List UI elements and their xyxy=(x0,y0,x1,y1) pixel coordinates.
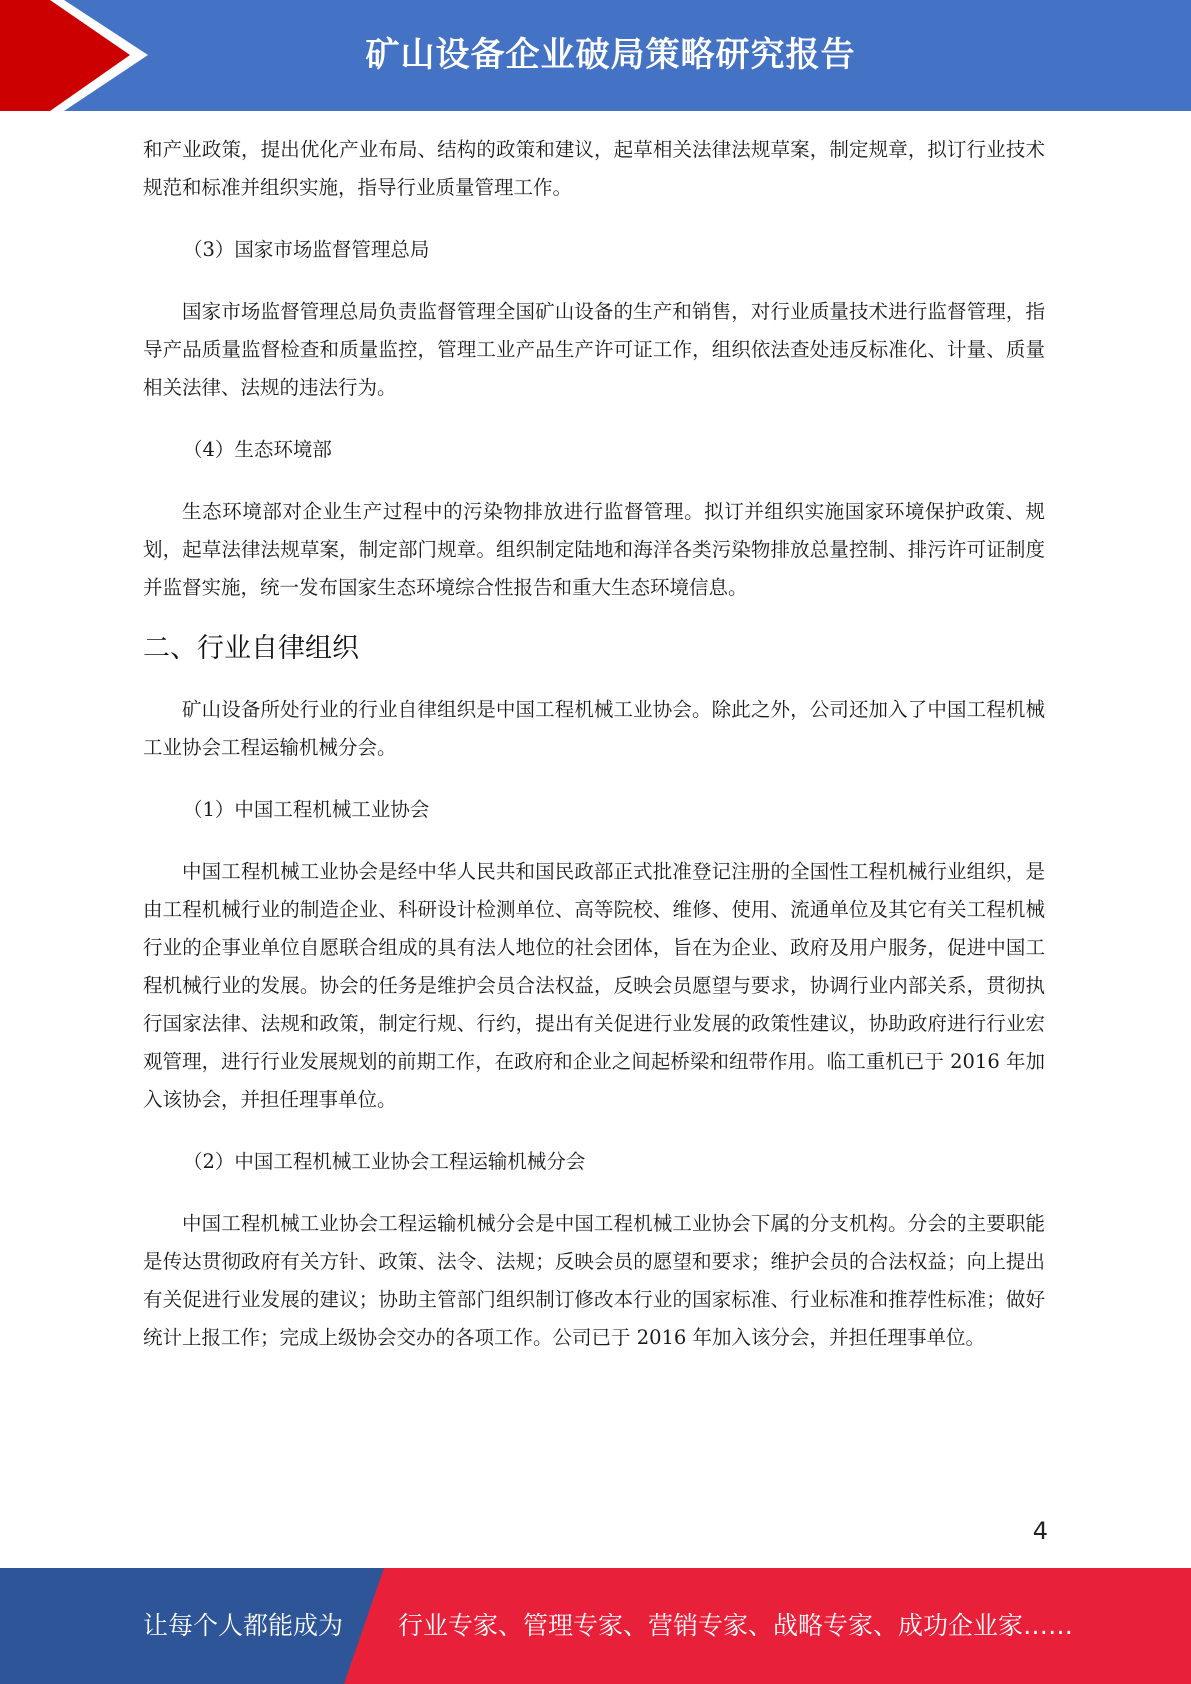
section-heading-self-regulatory: 二、行业自律组织 xyxy=(143,633,359,664)
paragraph-mee: 生态环境部对企业生产过程中的污染物排放进行监督管理。拟订并组织实施国家环境保护政策、规划，起草法律法规草案，制定部门规章。组织制定陆地和海洋各类污染物排放总量控制、排污许可证制度并监督实施，统一发布国家生态环境综合性报告和重大生态环境信息。 xyxy=(143,500,1045,599)
paragraph-samr: 国家市场监督管理总局负责监督管理全国矿山设备的生产和销售，对行业质量技术进行监督管理，指导产品质量监督检查和质量监控，管理工业产品生产许可证工作，组织依法查处违反标准化、计量、质量相关法律、法规的违法行为。 xyxy=(143,300,1045,399)
footer-slogan-left: 让每个人都能成为 xyxy=(143,1611,344,1640)
page-number: 4 xyxy=(1032,1517,1048,1545)
footer-slogan-right: 行业专家、管理专家、营销专家、战略专家、成功企业家…… xyxy=(398,1611,1074,1640)
page-footer xyxy=(0,1568,1191,1684)
subheading-mee: （4）生态环境部 xyxy=(183,438,332,461)
paragraph-transport-branch: 中国工程机械工业协会工程运输机械分会是中国工程机械工业协会下属的分支机构。分会的主要职能是传达贯彻政府有关方针、政策、法令、法规；反映会员的愿望和要求；维护会员的合法权益；向上提出有关促进行业发展的建议；协助主管部门组织制订修改本行业的国家标准、行业标准和推荐性标准；做好统计上报工作；完成上级协会交办的各项工作。公司已于 2016 年加入该分会，并担任理事单位。 xyxy=(143,1212,1045,1349)
page-header xyxy=(0,0,1191,111)
subheading-cncma: （1）中国工程机械工业协会 xyxy=(183,798,430,821)
paragraph-industry-policy: 和产业政策，提出优化产业布局、结构的政策和建议，起草相关法律法规草案，制定规章，拟订行业技术规范和标准并组织实施，指导行业质量管理工作。 xyxy=(143,138,1045,199)
paragraph-cncma: 中国工程机械工业协会是经中华人民共和国民政部正式批准登记注册的全国性工程机械行业组织，是由工程机械行业的制造企业、科研设计检测单位、高等院校、维修、使用、流通单位及其它有关工程机械行业的企事业单位自愿联合组成的具有法人地位的社会团体，旨在为企业、政府及用户服务，促进中国工程机械行业的发展。协会的任务是维护会员合法权益，反映会员愿望与要求，协调行业内部关系，贯彻执行国家法律、法规和政策，制定行规、行约，提出有关促进行业发展的政策性建议，协助政府进行行业宏观管理，进行行业发展规划的前期工作，在政府和企业之间起桥梁和纽带作用。临工重机已于 2016 年加入该协会，并担任理事单位。 xyxy=(143,860,1045,1111)
subheading-samr: （3）国家市场监督管理总局 xyxy=(183,238,430,261)
subheading-transport-branch: （2）中国工程机械工业协会工程运输机械分会 xyxy=(183,1150,586,1173)
page-body xyxy=(143,131,1045,1357)
paragraph-self-regulatory-intro: 矿山设备所处行业的行业自律组织是中国工程机械工业协会。除此之外，公司还加入了中国工程机械工业协会工程运输机械分会。 xyxy=(143,698,1045,759)
report-title: 矿山设备企业破局策略研究报告 xyxy=(365,35,856,75)
